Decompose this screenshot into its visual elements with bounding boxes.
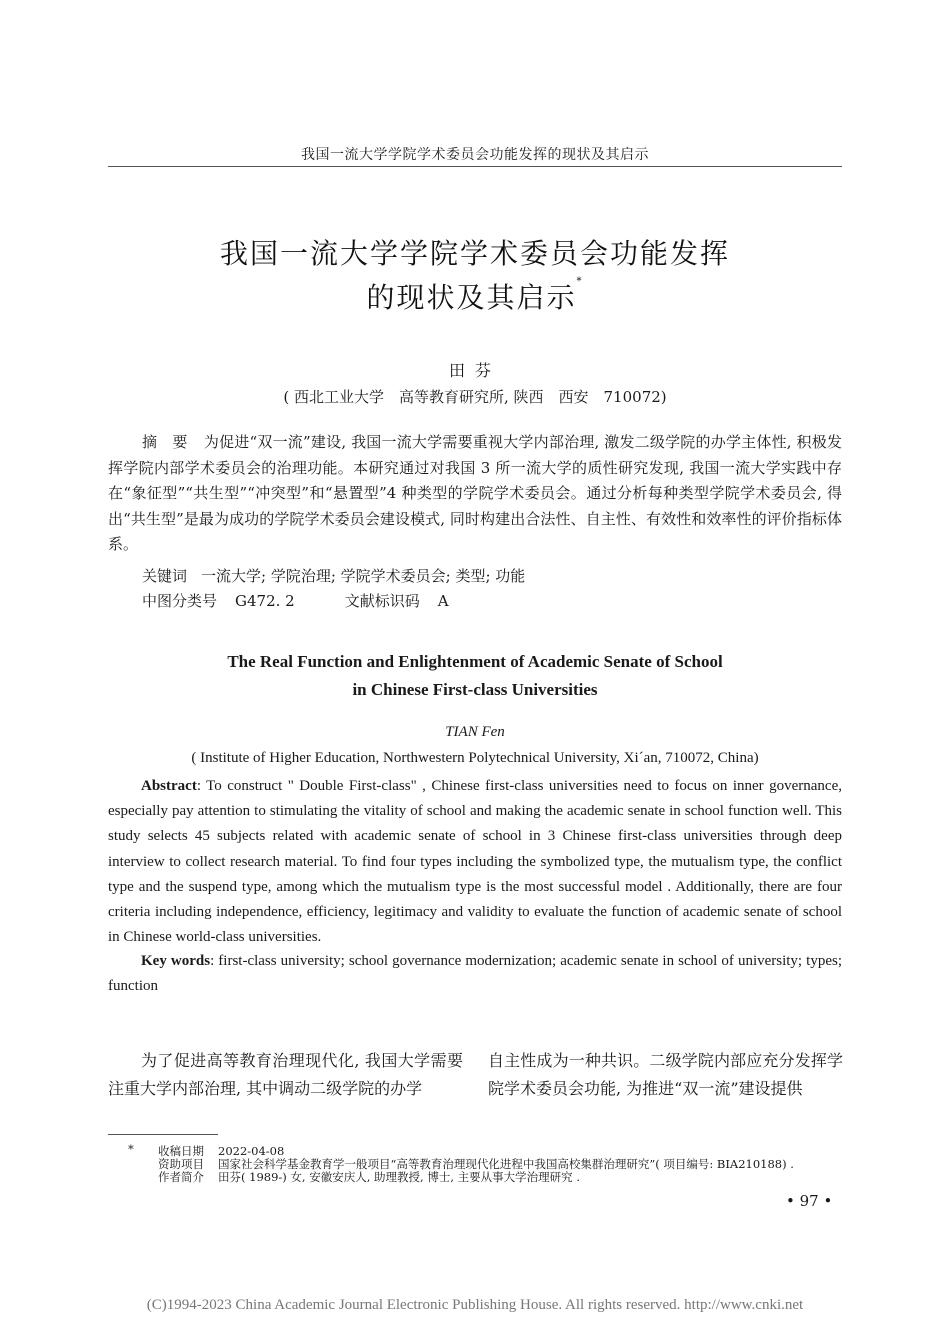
keywords-en-text: : first-class university; school governance modernization; academic senate in school of university; types; function bbox=[108, 953, 842, 995]
fund-value: 国家社会科学基金教育学一般项目“高等教育治理现代化进程中我国高校集群治理研究”( 项目编号: BIA210188) . bbox=[218, 1157, 794, 1171]
footnote-rule bbox=[108, 1134, 218, 1135]
received-label: 收稿日期 bbox=[158, 1144, 204, 1158]
en-title-line-1: The Real Function and Enlightenment of Academic Senate of School bbox=[227, 652, 723, 671]
abstract-cn-text: 为促进“双一流”建设, 我国一流大学需要重视大学内部治理, 激发二级学院的办学主体性, 积极发挥学院内部学术委员会的治理功能。本研究通过对我国 3 所一流大学的质性研究发现, 我国一流大学实践中存在“象征型”“共生型”“冲突型”和“悬置型”4 种类型的学院学术委员会。通过分析每种类型学院学术委员会, 得出“共生型”是最为成功的学院学术委员会建设模式, 同时构建出合法性、自主性、有效性和效率性的评价指标体系。 bbox=[108, 433, 842, 553]
body-column-left: 为了促进高等教育治理现代化, 我国大学需要注重大学内部治理, 其中调动二级学院的办学 bbox=[108, 1051, 463, 1098]
copyright: (C)1994-2023 China Academic Journal Electronic Publishing House. All rights reserved. http://www.cnki.net bbox=[146, 1297, 804, 1313]
bio-label: 作者简介 bbox=[158, 1170, 204, 1184]
footnote-bio bbox=[158, 1171, 580, 1184]
clc-label: 中图分类号 bbox=[142, 592, 218, 610]
keywords-cn bbox=[142, 565, 525, 586]
page-number: • 97 • bbox=[786, 1192, 833, 1210]
doc-code-label: 文献标识码 bbox=[344, 592, 420, 610]
keywords-cn-text: 一流大学; 学院治理; 学院学术委员会; 类型; 功能 bbox=[201, 567, 526, 585]
title-line-1: 我国一流大学学院学术委员会功能发挥 bbox=[219, 237, 730, 270]
abstract-cn bbox=[108, 430, 842, 558]
doc-code-value: A bbox=[437, 592, 449, 610]
header-rule bbox=[108, 166, 842, 167]
fund-label: 资助项目 bbox=[158, 1157, 204, 1171]
body-column-right: 自主性成为一种共识。二级学院内部应充分发挥学院学术委员会功能, 为推进“双一流”建设提供 bbox=[488, 1051, 843, 1098]
title-line-2 bbox=[0, 276, 950, 316]
keywords-en-label: Key words bbox=[141, 953, 211, 969]
keywords-cn-label: 关键词 bbox=[142, 567, 188, 585]
abstract-en bbox=[108, 774, 842, 950]
en-title-line-2: in Chinese First-class Universities bbox=[352, 680, 598, 699]
abstract-cn-label: 摘 要 bbox=[142, 433, 188, 451]
abstract-en-label: Abstract bbox=[141, 778, 197, 794]
bio-value: 田芬( 1989-) 女, 安徽安庆人, 助理教授, 博士, 主要从事大学治理研究 . bbox=[218, 1170, 580, 1184]
title-footnote-mark: * bbox=[576, 276, 584, 287]
affiliation-en: ( Institute of Higher Education, Northwestern Polytechnical University, Xi´an, 710072, China) bbox=[191, 750, 759, 766]
author-cn: 田芬 bbox=[448, 361, 501, 380]
clc-value: G472. 2 bbox=[235, 592, 295, 610]
classification bbox=[142, 590, 449, 611]
abstract-en-text: : To construct " Double First-class" , Chinese first-class universities need to focus on inner governance, especially pay attention to stimulating the vitality of school and making the academic senate in school function well. This study selects 45 subjects related with academic senate of school in 3 Chinese first-class universities through deep interview to collect research material. To find four types including the symbolized type, the mutualism type, the conflict type and the suspend type, among which the mutualism type is the most successful model . Additionally, there are four criteria including independence, efficiency, legitimacy and validity to evaluate the function of academic senate of school in Chinese world-class universities. bbox=[108, 778, 842, 946]
keywords-en bbox=[108, 949, 842, 999]
affiliation-cn: ( 西北工业大学 高等教育研究所, 陕西 西安 710072) bbox=[283, 388, 667, 406]
running-head: 我国一流大学学院学术委员会功能发挥的现状及其启示 bbox=[301, 147, 649, 163]
footnote-mark: * bbox=[128, 1142, 134, 1156]
author-en: TIAN Fen bbox=[445, 724, 505, 740]
received-value: 2022-04-08 bbox=[218, 1144, 285, 1158]
title-line-2-text: 的现状及其启示 bbox=[366, 281, 577, 314]
